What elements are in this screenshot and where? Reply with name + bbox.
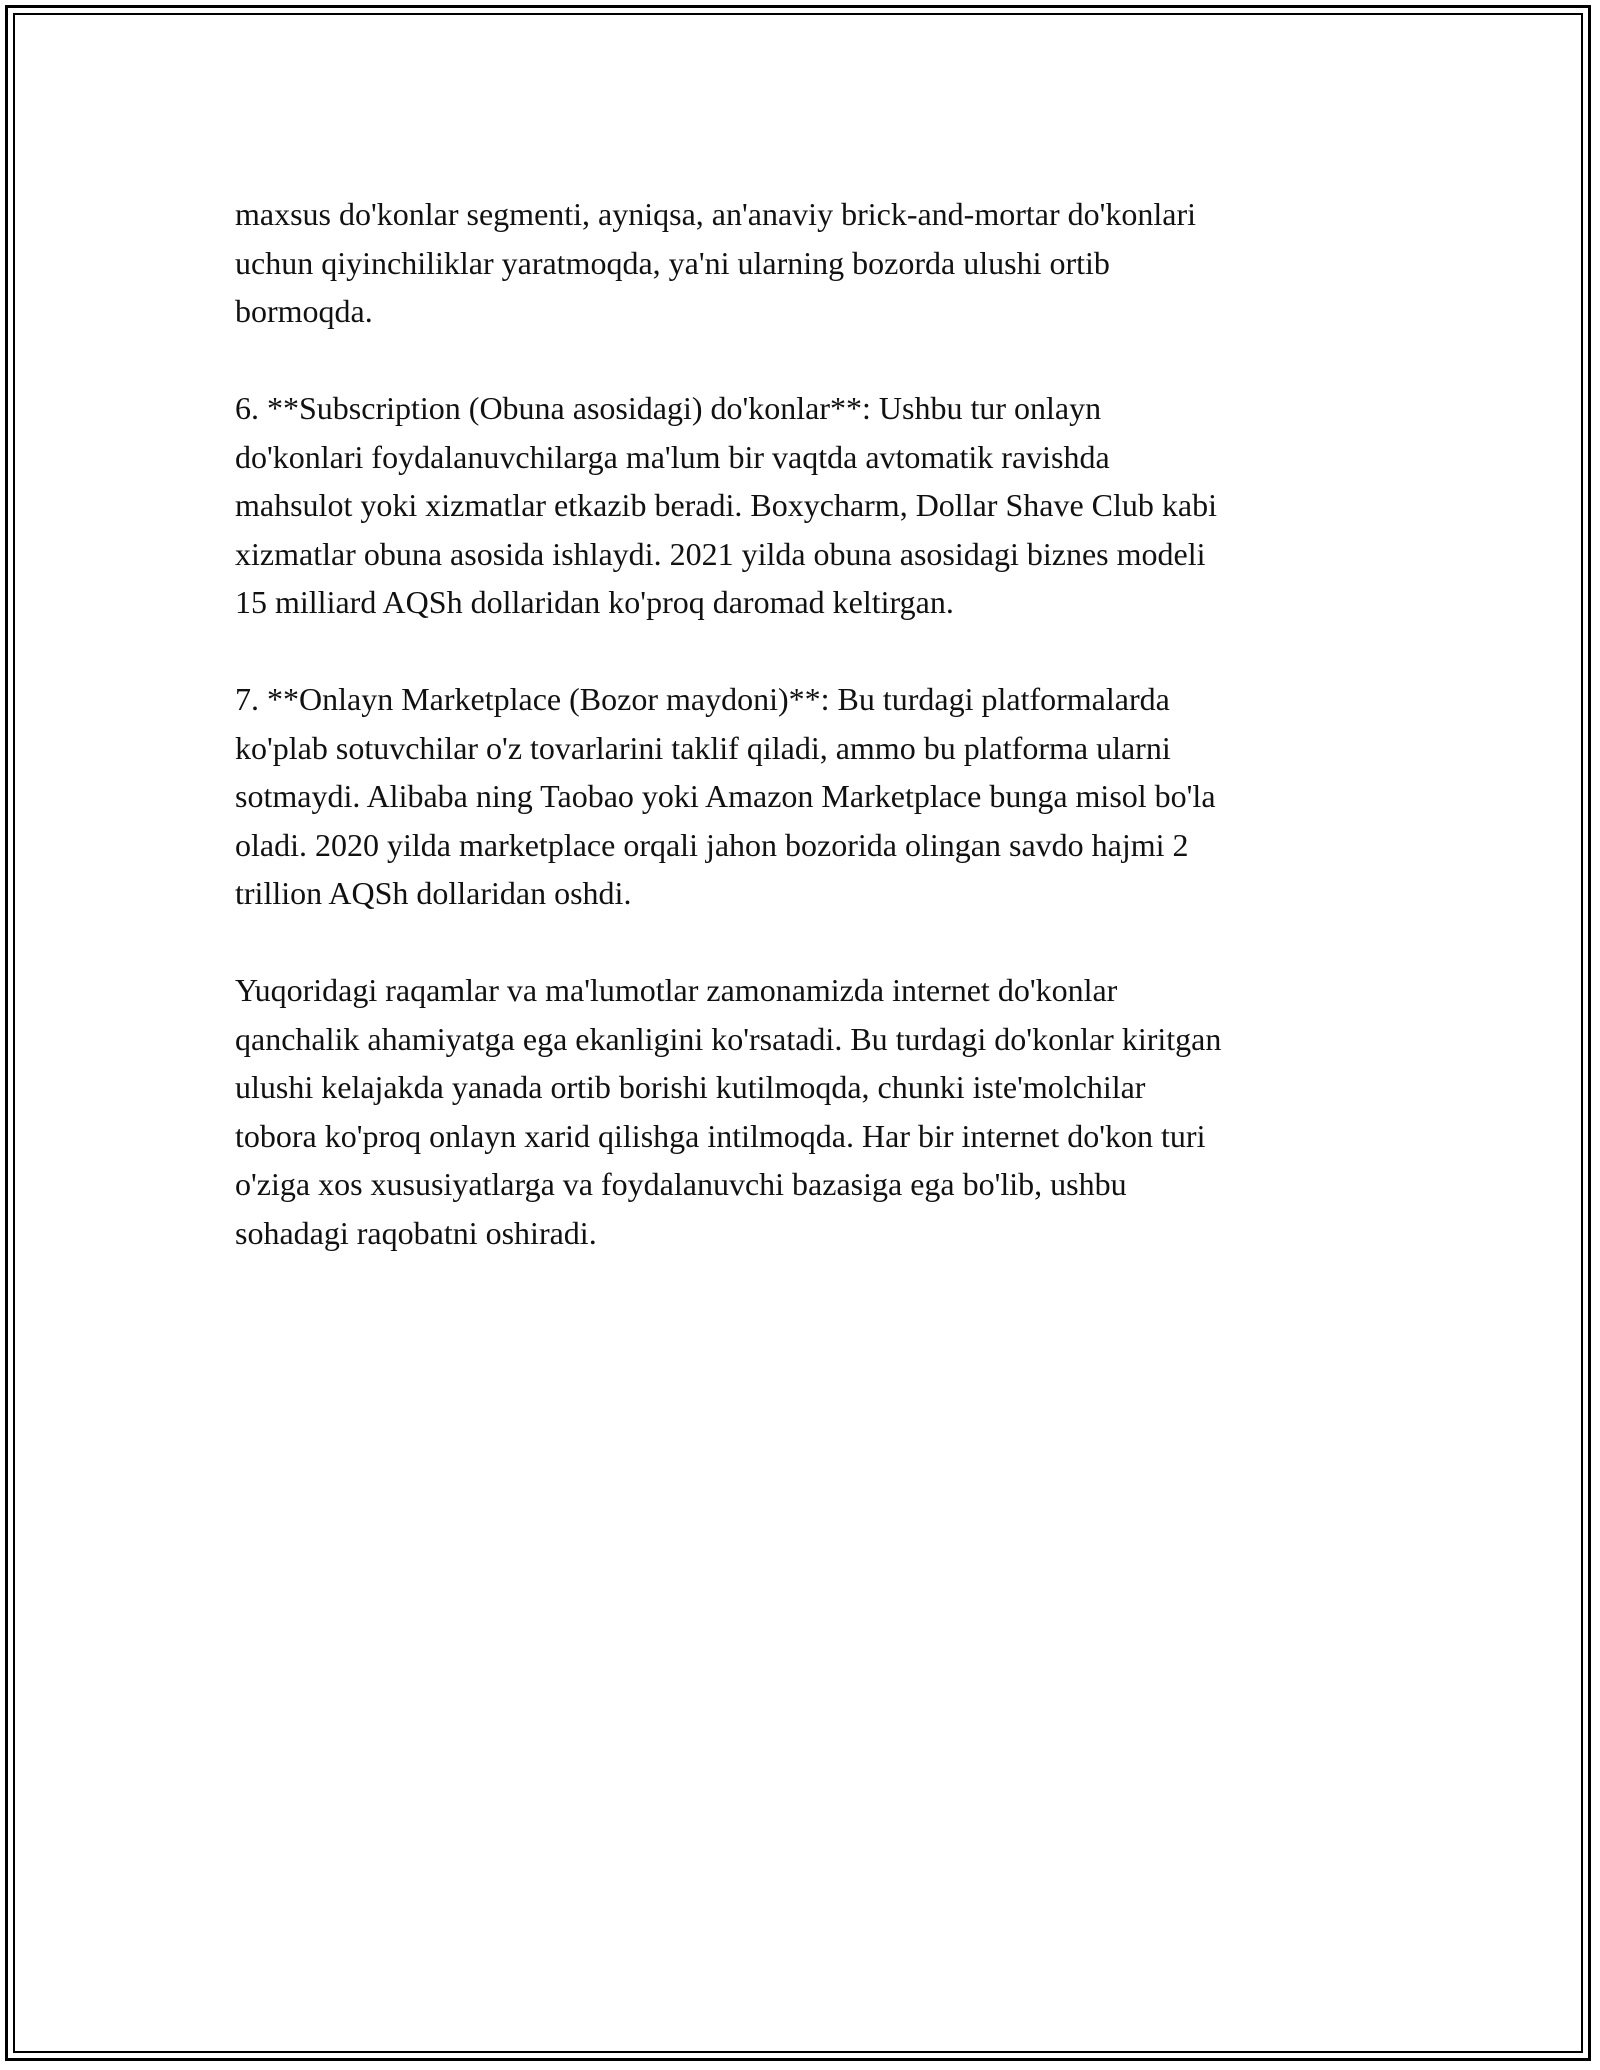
paragraph-subscription-stores: 6. **Subscription (Obuna asosidagi) do'konlar**: Ushbu tur onlayn do'konlari foydalanuvchilarga ma'lum bir vaqtda avtomatik ravishda mahsulot yoki xizmatlar etkazib beradi. Boxycharm, Dollar Shave Club kabi xizmatlar obuna asosida ishlaydi. 2021 yilda obuna asosidagi biznes modeli 15 milliard AQSh dollaridan ko'proq daromad keltirgan. [235, 390, 1217, 620]
paragraph-intro-continuation: maxsus do'konlar segmenti, ayniqsa, an'anaviy brick-and-mortar do'konlari uchun qiyinchiliklar yaratmoqda, ya'ni ularning bozorda ulushi ortib bormoqda. [235, 196, 1197, 329]
document-body [235, 190, 1385, 1306]
paragraph-conclusion: Yuqoridagi raqamlar va ma'lumotlar zamonamizda internet do'konlar qanchalik ahamiyatga ega ekanligini ko'rsatadi. Bu turdagi do'konlar kiritgan ulushi kelajakda yanada ortib borishi kutilmoqda, chunki iste'molchilar tobora ko'proq onlayn xarid qilishga intilmoqda. Har bir internet do'kon turi o'ziga xos xususiyatlarga va foydalanuvchi bazasiga ega bo'lib, ushbu sohadagi raqobatni oshiradi. [235, 972, 1222, 1251]
paragraph-online-marketplace: 7. **Onlayn Marketplace (Bozor maydoni)**: Bu turdagi platformalarda ko'plab sotuvchilar o'z tovarlarini taklif qiladi, ammo bu platforma ularni sotmaydi. Alibaba ning Taobao yoki Amazon Marketplace bunga misol bo'la oladi. 2020 yilda marketplace orqali jahon bozorida olingan savdo hajmi 2 trillion AQSh dollaridan oshdi. [235, 681, 1216, 911]
